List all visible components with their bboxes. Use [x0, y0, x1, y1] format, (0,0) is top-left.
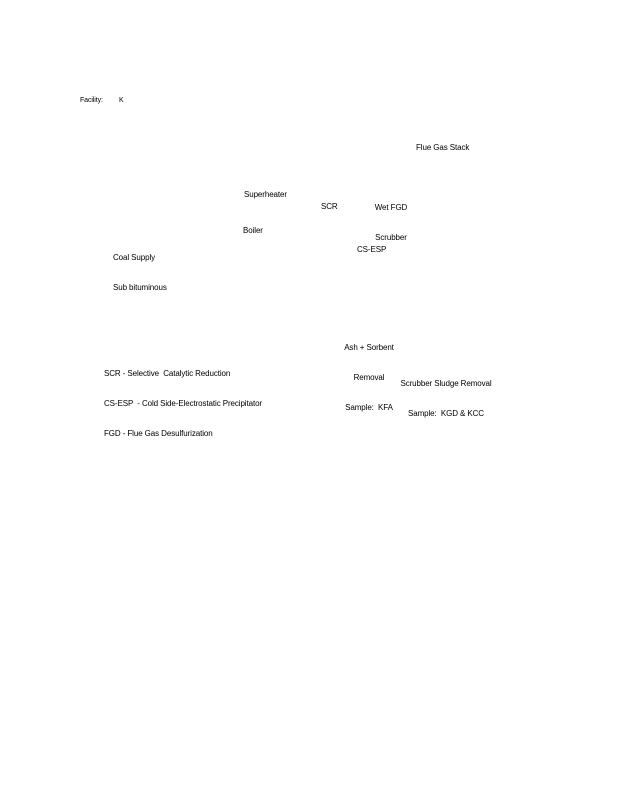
wet-fgd-line2: Scrubber	[375, 233, 407, 242]
flue-gas-stack-label: Flue Gas Stack	[416, 143, 470, 152]
ash-removal-line1: Ash + Sorbent	[344, 343, 394, 352]
wet-fgd-line1: Wet FGD	[374, 203, 408, 212]
coal-supply-line2: Sub bituminous	[113, 283, 167, 292]
abbreviation-legend	[104, 349, 262, 459]
scrubber-sludge-removal-label	[398, 359, 494, 439]
legend-item-fgd: FGD - Flue Gas Desulfurization	[104, 429, 213, 438]
cs-esp-label: CS-ESP	[357, 245, 387, 254]
facility-label: Facility:	[80, 97, 103, 104]
superheater-label: Superheater	[244, 190, 287, 199]
scr-label: SCR	[321, 202, 338, 211]
coal-supply-line1: Coal Supply	[113, 253, 156, 262]
legend-item-scr: SCR - Selective Catalytic Reduction	[104, 369, 231, 378]
scrubber-sludge-line1: Scrubber Sludge Removal	[400, 379, 492, 388]
boiler-label: Boiler	[243, 226, 263, 235]
ash-removal-line3: Sample: KFA	[345, 403, 393, 412]
coal-supply-label	[113, 233, 167, 313]
ash-removal-line2: Removal	[353, 373, 385, 382]
facility-value: K	[119, 97, 124, 104]
legend-item-cs-esp: CS-ESP - Cold Side-Electrostatic Precipitator	[104, 399, 262, 408]
scrubber-sludge-line2: Sample: KGD & KCC	[407, 409, 484, 418]
ash-sorbent-removal-label	[339, 323, 399, 433]
